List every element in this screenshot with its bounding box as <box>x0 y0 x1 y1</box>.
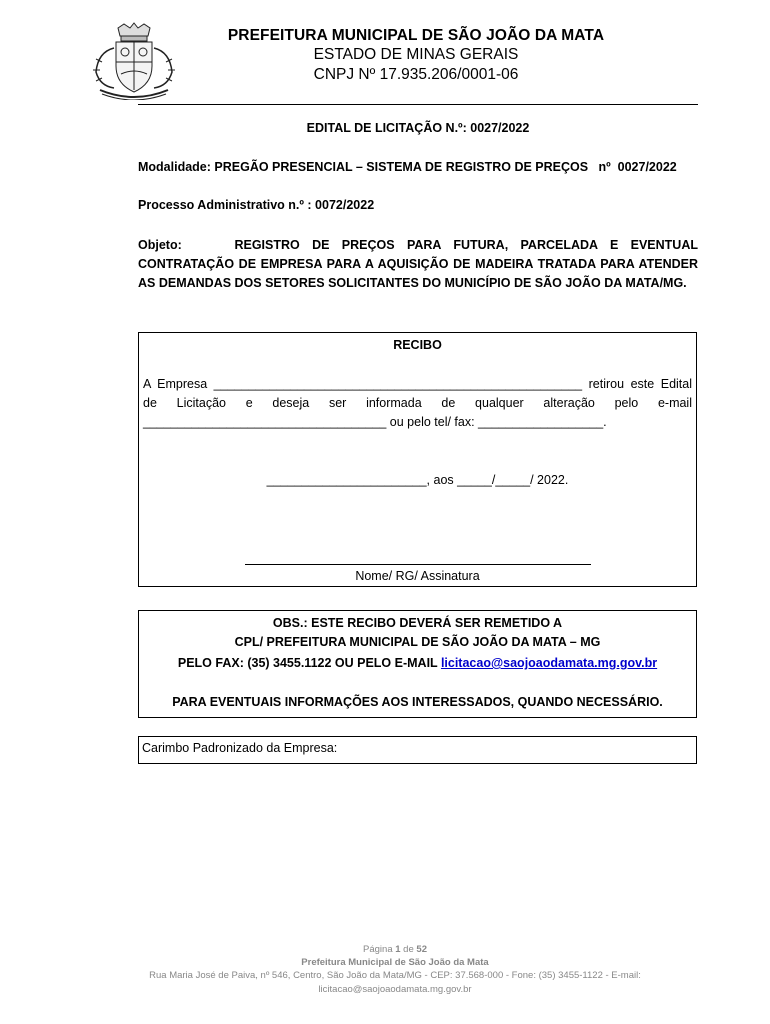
obs-box <box>138 610 697 718</box>
recibo-date-line: _______________________, aos _____/_____/ 2022. <box>266 473 569 487</box>
processo-line: Processo Administrativo n.º : 0072/2022 <box>138 198 375 212</box>
modalidade-label: Modalidade: <box>138 160 211 174</box>
objeto-text: REGISTRO DE PREÇOS PARA FUTURA, PARCELADA E EVENTUAL CONTRATAÇÃO DE EMPRESA PARA A AQUISIÇÃO DE MADEIRA TRATADA PARA ATENDER AS DEMANDAS DOS SETORES SOLICITANTES DO MUNICÍPIO DE SÃO JOÃO DA MATA/MG. <box>138 238 698 290</box>
obs-line-1: OBS.: ESTE RECIBO DEVERÁ SER REMETIDO A <box>272 616 563 630</box>
signature-line <box>245 564 591 565</box>
recibo-text: A Empresa _____________________________________________________ retirou este Edital de Licitação e deseja ser informada de qualquer alteração pelo e-mail ___________________________________ ou pelo tel/ fax: __________________. <box>143 377 692 429</box>
footer-page-total: 52 <box>416 944 427 955</box>
recibo-title: RECIBO <box>393 338 442 352</box>
modalidade-line <box>138 160 698 174</box>
header-divider <box>138 104 698 105</box>
obs-line-4: PARA EVENTUAIS INFORMAÇÕES AOS INTERESSADOS, QUANDO NECESSÁRIO. <box>172 695 663 709</box>
edital-number: EDITAL DE LICITAÇÃO N.º: 0027/2022 <box>306 121 530 135</box>
email-link[interactable]: licitacao@saojoaodamata.mg.gov.br <box>440 656 658 670</box>
footer-page-number <box>100 944 690 955</box>
carimbo-label: Carimbo Padronizado da Empresa: <box>142 741 338 755</box>
footer-page-mid: de <box>400 944 417 955</box>
footer-page-current: 1 <box>395 944 401 955</box>
signature-label: Nome/ RG/ Assinatura <box>355 569 480 583</box>
header-cnpj: CNPJ Nº 17.935.206/0001-06 <box>313 66 519 83</box>
carimbo-box <box>138 736 697 764</box>
modalidade-value: PREGÃO PRESENCIAL – SISTEMA DE REGISTRO DE PREÇOS nº 0027/2022 <box>214 160 677 174</box>
footer-page-prefix: Página <box>363 944 396 955</box>
obs-fax-text: PELO FAX: (35) 3455.1122 OU PELO E-MAIL <box>177 656 441 670</box>
objeto-paragraph <box>138 236 698 293</box>
header-state: ESTADO DE MINAS GERAIS <box>313 46 519 63</box>
obs-line-3 <box>139 656 696 670</box>
objeto-label: Objeto: <box>138 238 182 252</box>
footer-email: licitacao@saojoaodamata.mg.gov.br <box>318 984 472 995</box>
footer-org: Prefeitura Municipal de São João da Mata <box>301 957 489 968</box>
obs-line-2: CPL/ PREFEITURA MUNICIPAL DE SÃO JOÃO DA MATA – MG <box>234 635 601 649</box>
footer-address: Rua Maria José de Paiva, nº 546, Centro, São João da Mata/MG - CEP: 37.568-000 - Fone: (35) 3455-1122 - E-mail: <box>149 970 641 981</box>
coat-of-arms-icon <box>88 22 180 100</box>
header-title: PREFEITURA MUNICIPAL DE SÃO JOÃO DA MATA <box>227 27 605 44</box>
recibo-box <box>138 332 697 587</box>
